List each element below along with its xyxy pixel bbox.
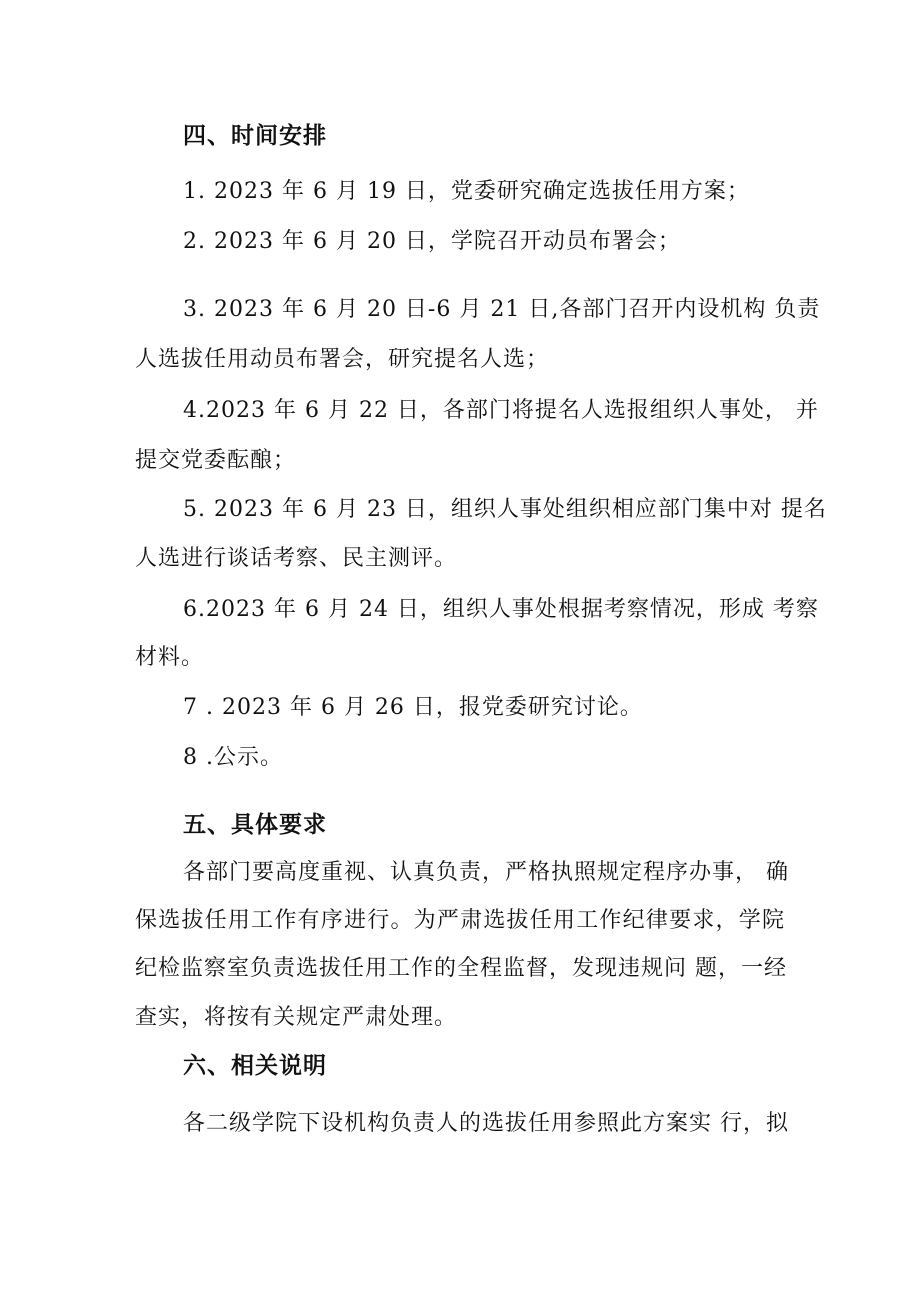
schedule-item-8: 8 .公示。 bbox=[183, 745, 283, 770]
requirements-line-2: 保选拔任用工作有序进行。为严肃选拔任用工作纪律要求，学院 bbox=[135, 908, 785, 933]
requirements-line-3: 纪检监察室负责选拔任用工作的全程监督，发现违规问 题，一经 bbox=[135, 956, 787, 981]
section-heading-requirements: 五、具体要求 bbox=[183, 812, 327, 838]
schedule-item-6-line-1: 6.2023 年 6 月 24 日，组织人事处根据考察情况，形成 考察 bbox=[183, 597, 819, 622]
schedule-item-2: 2. 2023 年 6 月 20 日，学院召开动员布署会； bbox=[183, 229, 681, 254]
section-heading-schedule: 四、时间安排 bbox=[183, 123, 327, 149]
schedule-item-6-line-2: 材料。 bbox=[135, 645, 205, 670]
schedule-item-1: 1. 2023 年 6 月 19 日，党委研究确定选拔任用方案； bbox=[183, 179, 750, 204]
schedule-item-4-line-1: 4.2023 年 6 月 22 日，各部门将提名人选报组织人事处， 并 bbox=[183, 398, 819, 423]
schedule-item-3-line-1: 3. 2023 年 6 月 20 日-6 月 21 日,各部门召开内设机构 负责 bbox=[183, 297, 821, 322]
requirements-line-4: 查实，将按有关规定严肃处理。 bbox=[135, 1005, 458, 1030]
schedule-item-7: 7 . 2023 年 6 月 26 日，报党委研究讨论。 bbox=[183, 695, 643, 720]
schedule-item-3-line-2: 人选拔任用动员布署会，研究提名人选； bbox=[135, 347, 550, 372]
schedule-item-4-line-2: 提交党委酝酿； bbox=[135, 448, 297, 473]
requirements-line-1: 各部门要高度重视、认真负责，严格执照规定程序办事， 确 bbox=[183, 860, 789, 885]
schedule-item-5-line-1: 5. 2023 年 6 月 23 日，组织人事处组织相应部门集中对 提名 bbox=[183, 497, 827, 522]
section-heading-notes: 六、相关说明 bbox=[183, 1053, 327, 1079]
schedule-item-5-line-2: 人选进行谈话考察、民主测评。 bbox=[135, 546, 458, 571]
notes-line-1: 各二级学院下设机构负责人的选拔任用参照此方案实 行，拟 bbox=[183, 1111, 789, 1136]
